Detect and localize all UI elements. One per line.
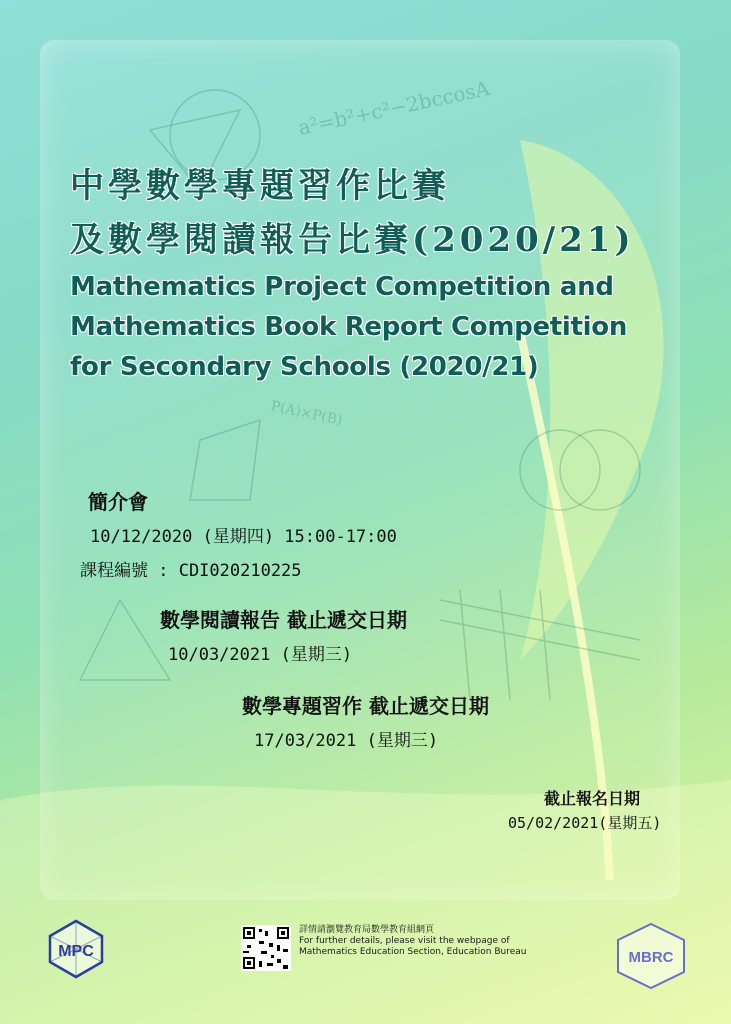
briefing-datetime: 10/12/2020 (星期四) 15:00-17:00 — [90, 527, 397, 547]
book-report-deadline-date: 10/03/2021 (星期三) — [168, 645, 353, 665]
footer-note — [299, 925, 527, 958]
qr-code[interactable] — [241, 925, 291, 971]
project-deadline-heading: 數學專題習作 截止遞交日期 — [242, 694, 489, 718]
title-zh-line-1: 中學數學專題習作比賽 — [70, 166, 450, 206]
footer-line-en-1: For further details, please visit the webpage of — [299, 936, 510, 946]
formula-decor-2: P(A)×P(B) — [269, 398, 344, 430]
mbrc-logo-text: MBRC — [628, 949, 674, 966]
formula-decor: a²=b²+c²−2bccosA — [296, 75, 492, 140]
title-en-line-2: Mathematics Book Report Competition — [70, 312, 628, 342]
briefing-heading: 簡介會 — [88, 490, 148, 514]
footer-line-zh: 詳情請瀏覽教育局數學教育組網頁 — [299, 925, 435, 935]
book-report-deadline-heading: 數學閱讀報告 截止遞交日期 — [160, 608, 407, 632]
title-en-line-1: Mathematics Project Competition and — [70, 272, 614, 302]
project-deadline-date: 17/03/2021 (星期三) — [254, 731, 439, 751]
mbrc-logo — [614, 922, 688, 994]
mpc-logo-text: MPC — [58, 943, 94, 960]
title-en-line-3: for Secondary Schools (2020/21) — [70, 352, 539, 382]
registration-deadline-heading: 截止報名日期 — [544, 789, 641, 808]
cone-sketch — [80, 600, 170, 680]
registration-deadline-date: 05/02/2021(星期五) — [508, 814, 662, 832]
mpc-logo — [45, 918, 107, 984]
triangle-sketch-2 — [190, 420, 260, 500]
title-zh-line-2: 及數學閱讀報告比賽(2020/21) — [70, 220, 635, 260]
briefing-course-code: 課程編號 : CDI020210225 — [80, 561, 302, 581]
footer-line-en-2: Mathematics Education Section, Education Bureau — [299, 947, 527, 957]
